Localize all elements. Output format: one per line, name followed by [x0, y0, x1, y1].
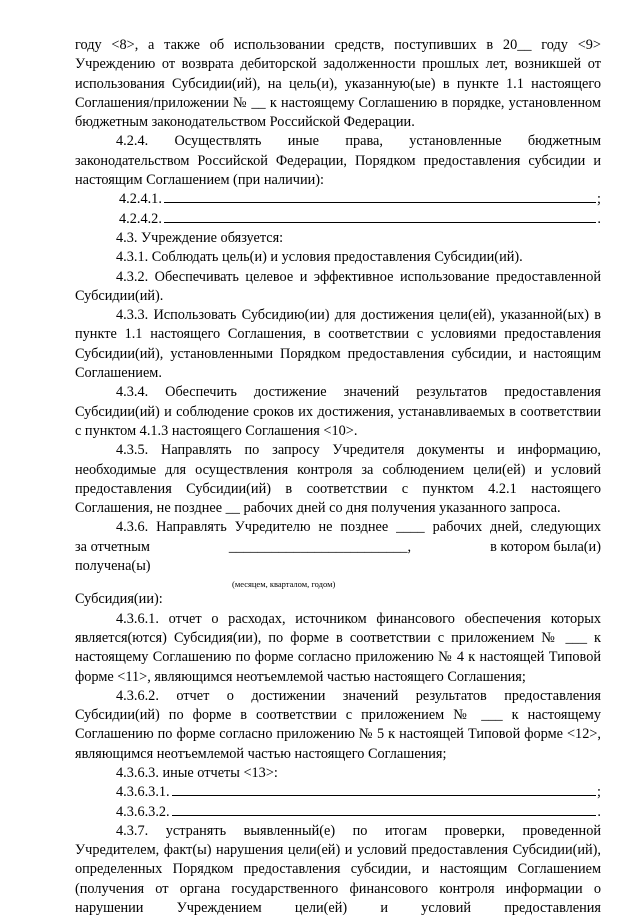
para-4-2-4: 4.2.4. Осуществлять иные права, установленные бюджетным законодательством Российской Федерации, Порядком предоставления субсидии и настоящим Соглашением (при наличии): [75, 133, 601, 189]
line-end: . [597, 803, 601, 820]
para-4-3-6-2: 4.3.6.2. отчет о достижении значений результатов предоставления Субсидии(ий) по форме в соответствии с приложением № ___ к настоящему Соглашению по форме согласно приложению № 5 к настоящей Типовой форме <12>, являющимся неотъемлемой частью настоящего Соглашения; [75, 687, 601, 762]
blank-line-4-3-6-3-2 [75, 803, 601, 822]
para-4-3: 4.3. Учреждение обязуется: [116, 229, 284, 246]
label-4-3-6-3-1: 4.3.6.3.1. [116, 784, 170, 801]
period-caption: (месяцем, кварталом, годом) [232, 579, 336, 590]
fill-line [164, 221, 597, 223]
blank-line-4-3-6-3-1 [75, 783, 601, 802]
para-continuation: Учреждению от возврата дебиторской задолженности прошлых лет, возникшей от использования Субсидии(ий), на цель(и), указанную(ые) в пункте 1.1 настоящего Соглашения/приложении № __ к настоящему Соглашению в порядке, установленном бюджетным законодательством Российской Федерации. [75, 56, 601, 131]
para-4-3-6-text-c: в котором была(и) [490, 538, 601, 555]
para-4-3-6-1: 4.3.6.1. отчет о расходах, источником финансового обеспечения которых является(ются) Субсидия(ии), по форме в соответствии с приложением № ___ к настоящему Соглашению по форме согласно приложению № 4 к настоящей Типовой форме <11>, являющимся неотъемлемой частью настоящего Соглашения; [75, 610, 601, 685]
para-4-3-7: 4.3.7. устранять выявленный(е) по итогам проверки, проведенной Учредителем, факт(ы) нарушения цели(ей) и условий предоставления Субсидии(ий), определенных Порядком предоставления субсидии, и настоящим Соглашением (получения от органа государственного финансового контроля информации о нарушении Учреждением цели(ей) и условий предоставления [75, 822, 601, 917]
fill-line [172, 814, 597, 816]
para-4-3-6-line2 [75, 538, 601, 557]
para-4-3-6-line3: получена(ы) [75, 558, 151, 575]
para-4-3-6-text-a: за отчетным [75, 538, 150, 555]
label-4-3-6-3-2: 4.3.6.3.2. [116, 803, 170, 820]
document-page [75, 36, 601, 918]
para-4-3-3: 4.3.3. Использовать Субсидию(ии) для достижения цели(ей), указанной(ых) в пункте 1.1 настоящего Соглашения, в соответствии с условиями предоставления Субсидии(ий), установленными Порядком предоставления субсидии, и настоящим Соглашением. [75, 307, 601, 382]
line-end: . [597, 210, 601, 227]
line-end: ; [597, 191, 601, 208]
blank-line-4-2-4-1 [75, 190, 601, 209]
label-4-2-4-1: 4.2.4.1. [119, 191, 162, 208]
blank-line-4-2-4-2 [75, 210, 601, 229]
para-continuation-line1: году <8>, а также об использовании средств, поступивших в 20__ году <9> [75, 37, 601, 53]
para-4-3-6-blank: _________________________, [228, 538, 412, 555]
para-4-3-6-line4: Субсидия(ии): [75, 591, 163, 608]
para-4-3-6-line1: 4.3.6. Направлять Учредителю не позднее ____ рабочих дней, следующих [116, 519, 601, 536]
para-4-3-4: 4.3.4. Обеспечить достижение значений результатов предоставления Субсидии(ий) и соблюдение сроков их достижения, устанавливаемых в соответствии с пунктом 4.1.3 настоящего Соглашения <10>. [75, 384, 601, 439]
fill-line [164, 201, 596, 203]
para-4-3-6-3: 4.3.6.3. иные отчеты <13>: [116, 764, 278, 781]
label-4-2-4-2: 4.2.4.2. [119, 210, 162, 227]
line-end: ; [597, 784, 601, 801]
para-4-3-1: 4.3.1. Соблюдать цель(и) и условия предоставления Субсидии(ий). [116, 249, 523, 266]
fill-line [172, 794, 596, 796]
para-4-3-5: 4.3.5. Направлять по запросу Учредителя документы и информацию, необходимые для осуществления контроля за соблюдением цели(ей) и условий предоставления Субсидии(ий) в соответствии с пунктом 4.2.1 настоящего Соглашения, не позднее __ рабочих дней со дня получения указанного запроса. [75, 442, 601, 517]
para-4-3-2: 4.3.2. Обеспечивать целевое и эффективное использование предоставленной Субсидии(ий). [75, 268, 601, 304]
